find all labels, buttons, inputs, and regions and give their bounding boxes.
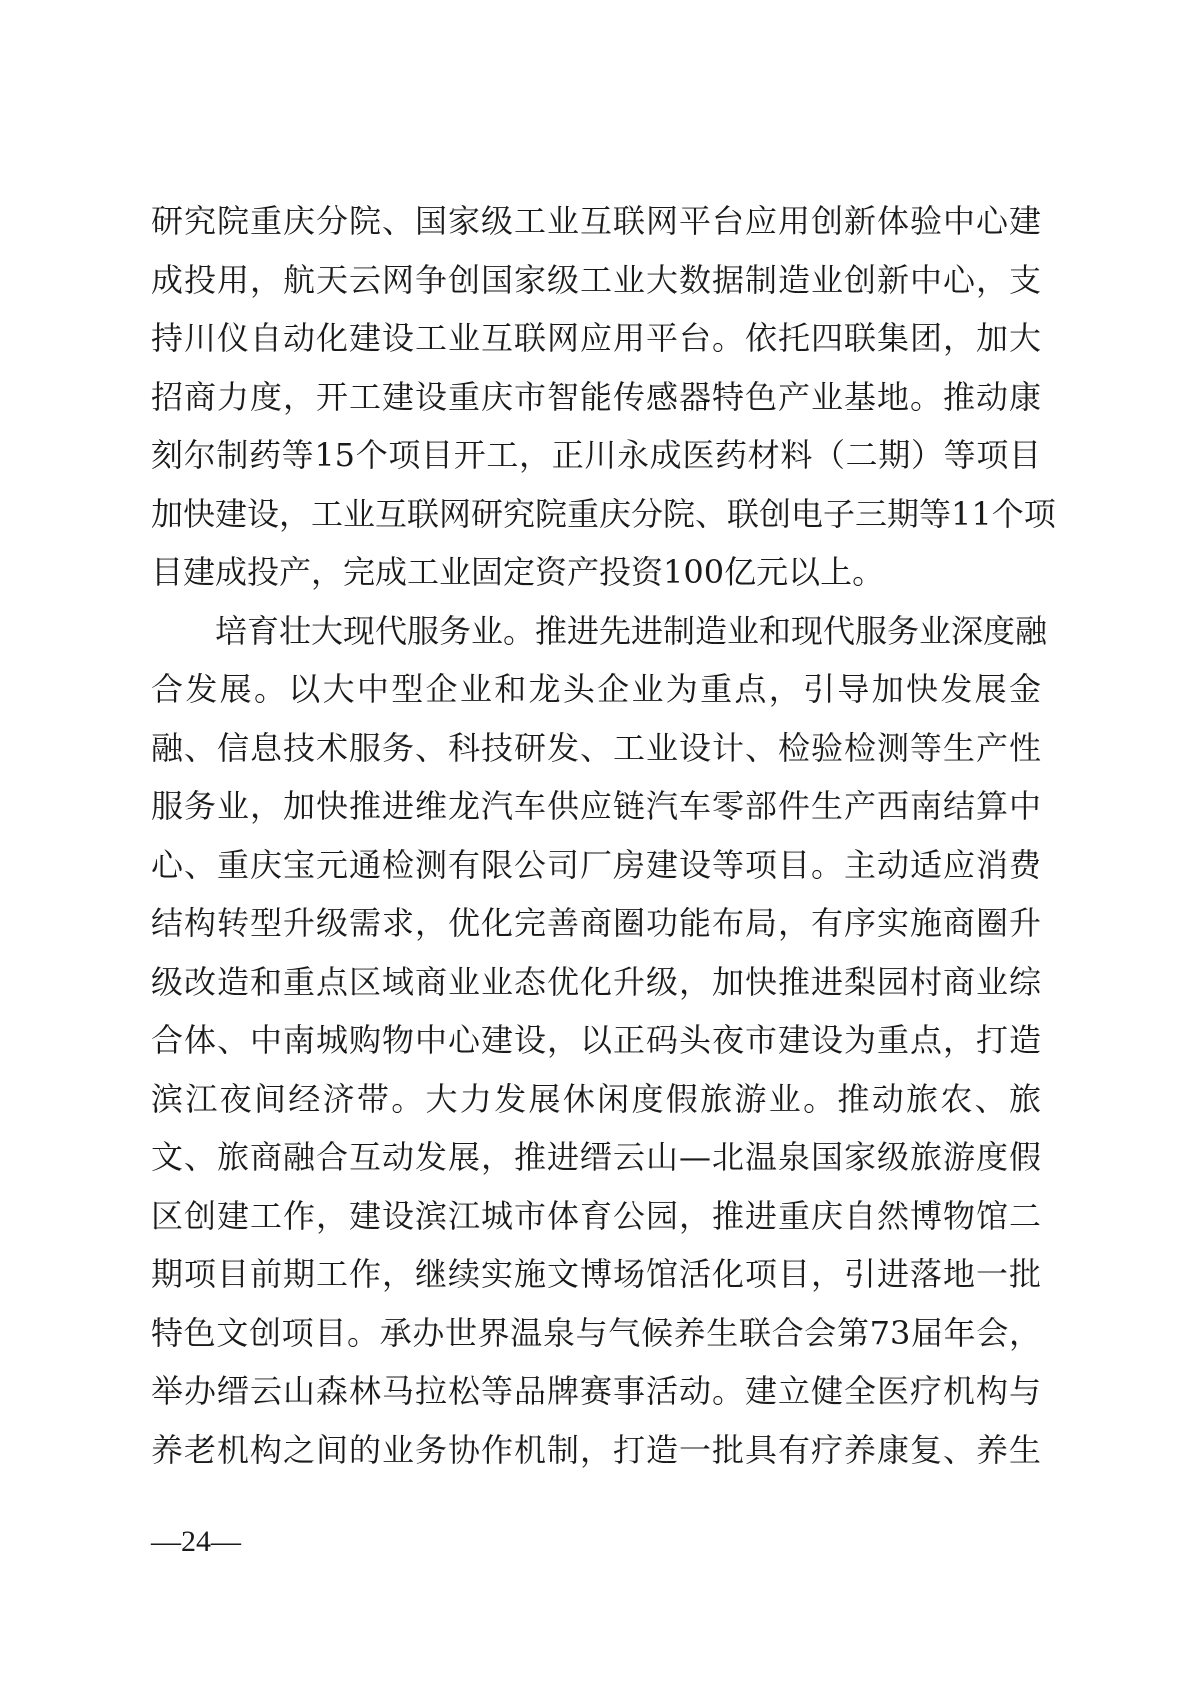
text-line: 文、旅商融合互动发展，推进缙云山—北温泉国家级旅游度假	[151, 1138, 1041, 1176]
text-line: 成投用，航天云网争创国家级工业大数据制造业创新中心，支	[151, 260, 1041, 299]
text-line: 心、重庆宝元通检测有限公司厂房建设等项目。主动适应消费	[151, 845, 1041, 884]
text-line: 养老机构之间的业务协作机制，打造一批具有疗养康复、养生	[151, 1430, 1041, 1469]
text-line: 结构转型升级需求，优化完善商圈功能布局，有序实施商圈升	[151, 904, 1041, 942]
text-line: 期项目前期工作，继续实施文博场馆活化项目，引进落地一批	[151, 1255, 1041, 1293]
text-line: 滨江夜间经济带。大力发展休闲度假旅游业。推动旅农、旅	[151, 1079, 1041, 1118]
body-text	[151, 192, 1056, 1479]
text-line: 研究院重庆分院、国家级工业互联网平台应用创新体验中心建	[151, 202, 1041, 240]
text-line: 融、信息技术服务、科技研发、工业设计、检验检测等生产性	[151, 728, 1041, 767]
text-line: 服务业，加快推进维龙汽车供应链汽车零部件生产西南结算中	[151, 787, 1041, 825]
text-line: 目建成投产，完成工业固定资产投资100亿元以上。	[151, 553, 885, 591]
text-line: 加快建设，工业互联网研究院重庆分院、联创电子三期等11个项	[151, 494, 1056, 533]
text-line: 合发展。以大中型企业和龙头企业为重点，引导加快发展金	[151, 670, 1041, 708]
text-line: 招商力度，开工建设重庆市智能传感器特色产业基地。推动康	[151, 377, 1041, 416]
text-line: 级改造和重点区域商业业态优化升级，加快推进梨园村商业综	[151, 962, 1041, 1001]
text-line: 持川仪自动化建设工业互联网应用平台。依托四联集团，加大	[151, 319, 1041, 357]
page-number: —24—	[151, 1525, 241, 1558]
text-line: 合体、中南城购物中心建设，以正码头夜市建设为重点，打造	[151, 1021, 1041, 1059]
text-line: 举办缙云山森林马拉松等品牌赛事活动。建立健全医疗机构与	[151, 1372, 1041, 1410]
text-line: 刻尔制药等15个项目开工，正川永成医药材料（二期）等项目	[151, 436, 1041, 474]
text-line: 特色文创项目。承办世界温泉与气候养生联合会第73届年会，	[151, 1313, 1041, 1352]
paragraph-first-line: 培育壮大现代服务业。推进先进制造业和现代服务业深度融	[215, 611, 1048, 650]
text-line: 区创建工作，建设滨江城市体育公园，推进重庆自然博物馆二	[151, 1196, 1041, 1235]
